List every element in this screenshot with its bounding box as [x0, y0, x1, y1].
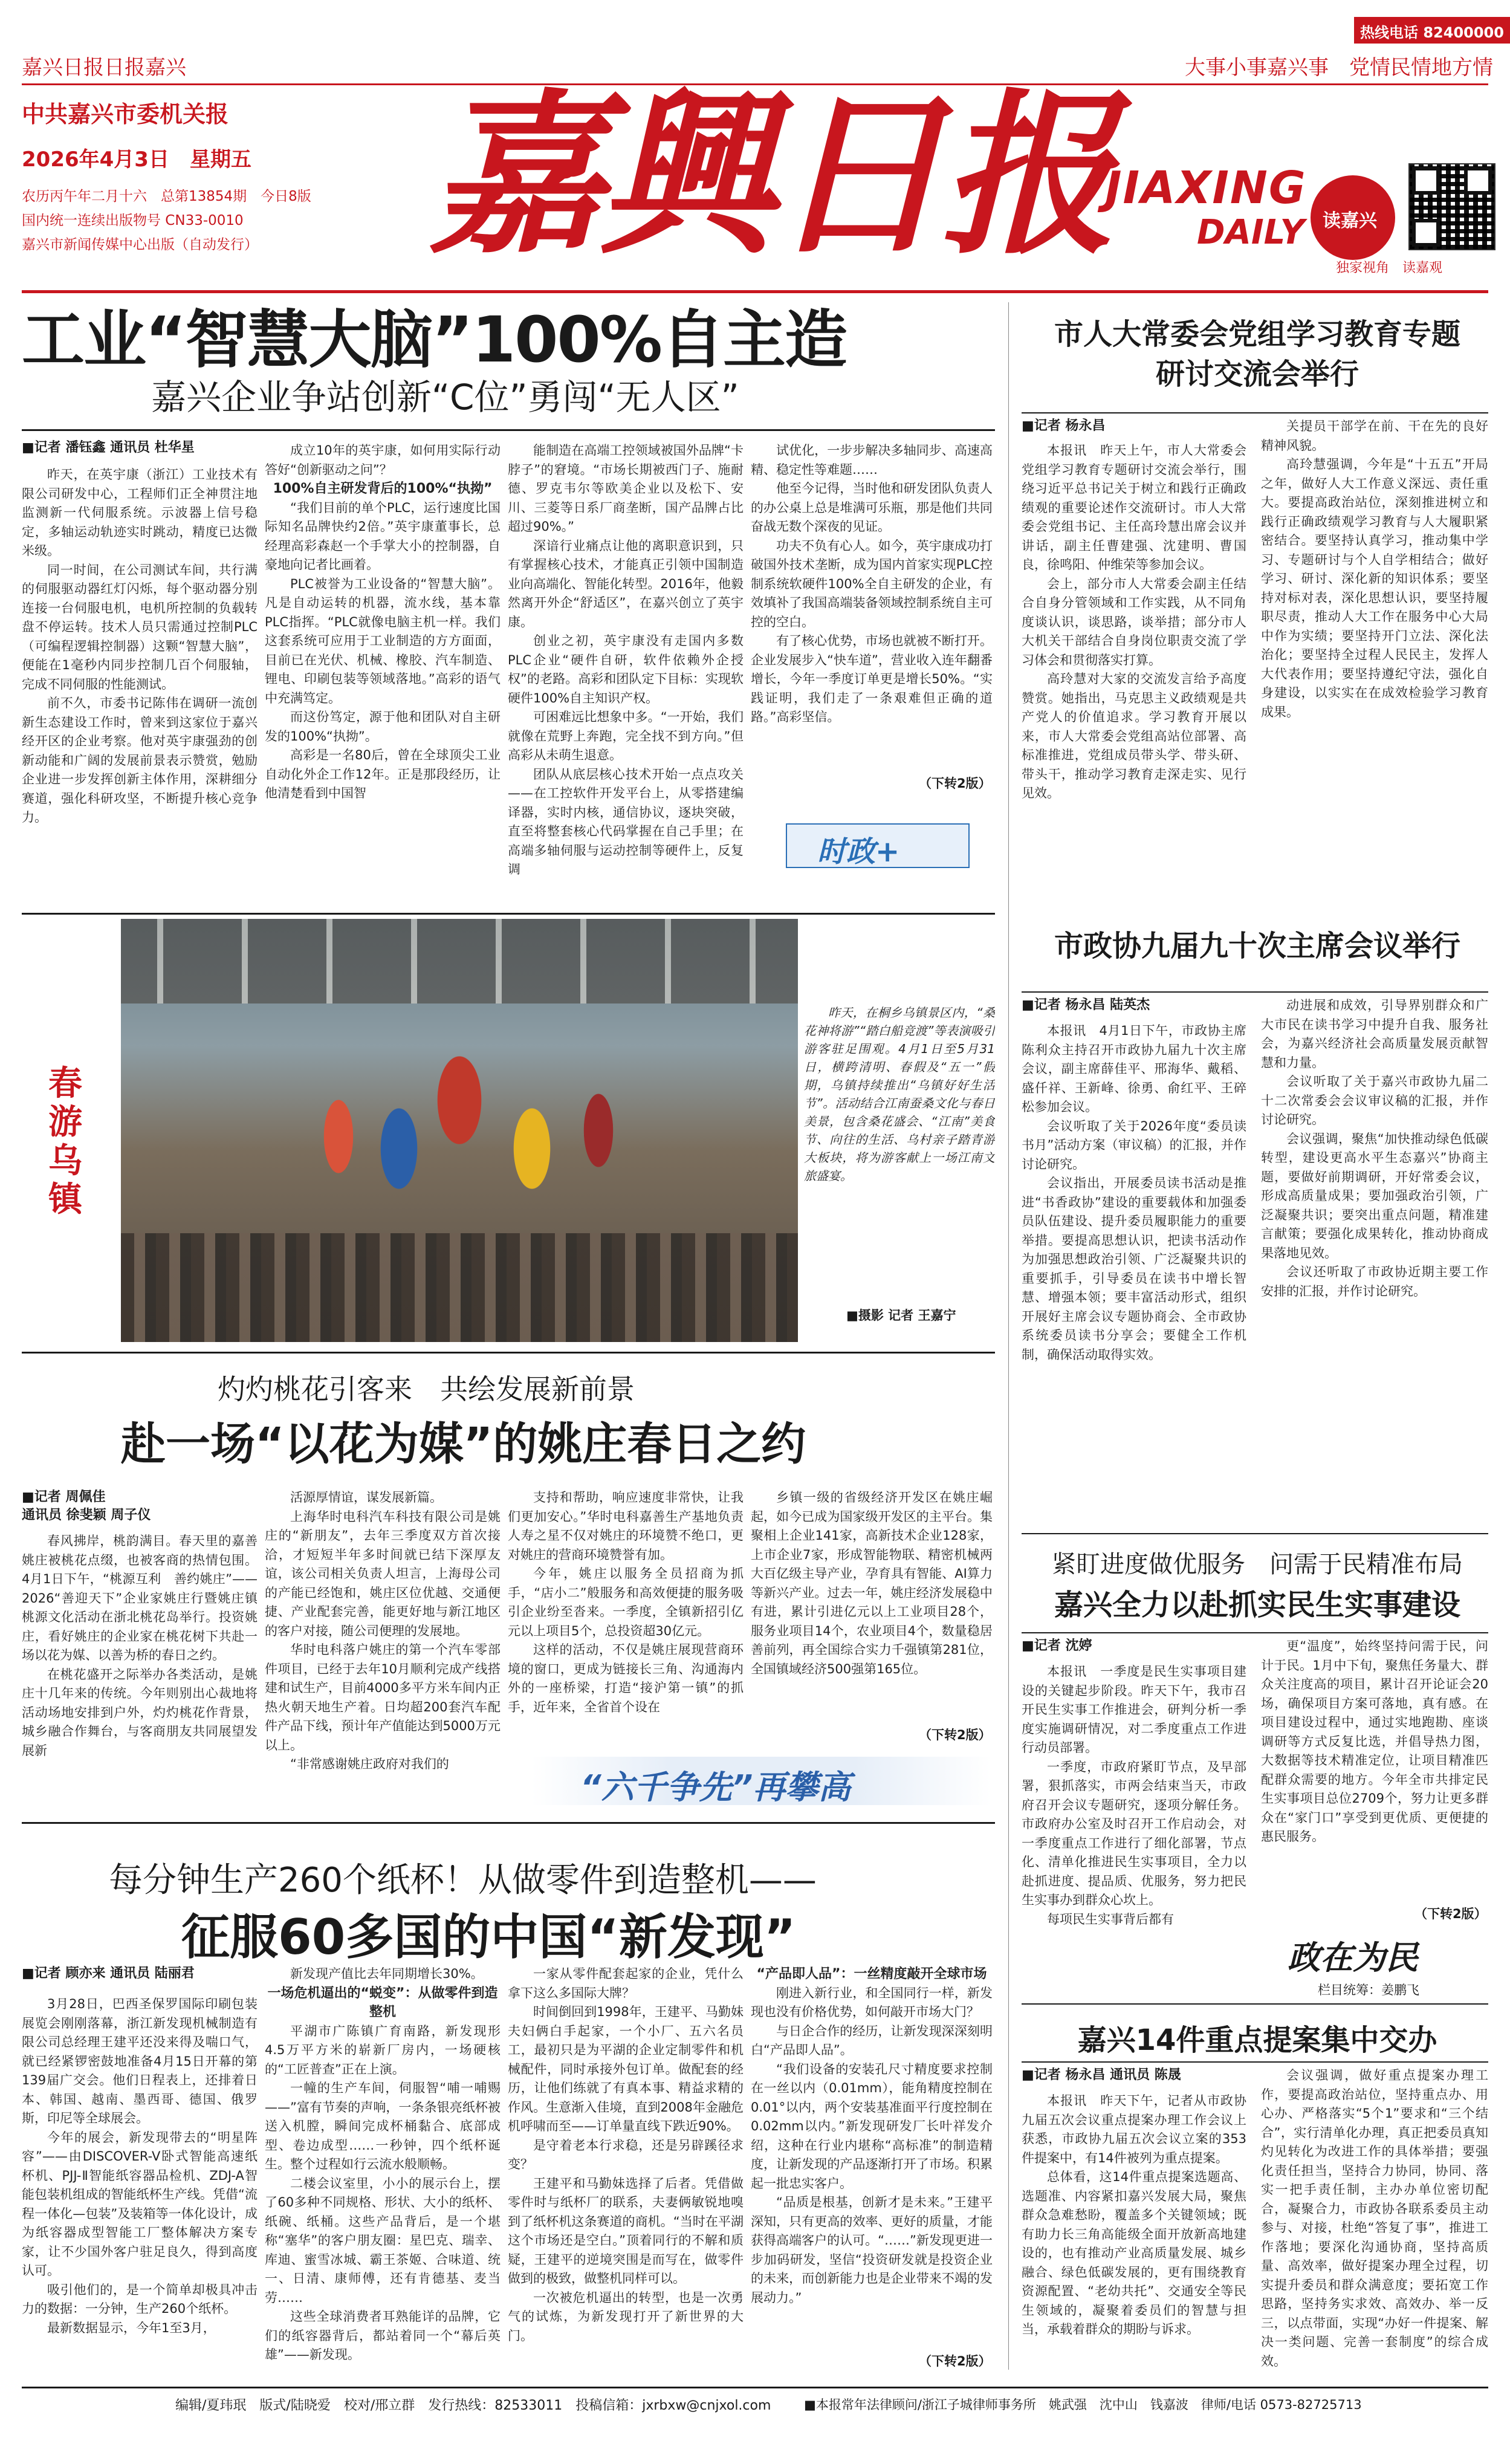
paragraph: 会议强调，聚焦“加快推动绿色低碳转型，建设更高水平生态嘉兴”协商主题，要做好前期调研，开好常委会议，形成高质量成果；要加强政治引领，广泛凝聚共识；要突出重点问题，精准建言献策；要强化成果转化，推动协商成果落地见效。: [1261, 1131, 1488, 1260]
paragraph: 功夫不负有心人。如今，英宇康成功打破国外技术垄断，成为国内首家实现PLC控制系统软硬件100%全自主研发的企业，有效填补了我国高端装备领域控制系统自主可控的空白。: [751, 538, 993, 629]
cppcc-byline: ■记者 杨永昌 陆英杰: [1022, 997, 1150, 1013]
issn-line: 国内统一连续出版物号 CN33-0010: [22, 213, 244, 229]
npc-rule: [1022, 412, 1488, 413]
zhiyuan-headline: 征服60多国的中国“新发现”: [181, 1909, 796, 1965]
paragraph: 上海华时电科汽车科技有限公司是姚庄的“新朋友”，去年三季度双方首次接洽，才短短半年多时间就已结下深厚友谊，该公司相关负责人坦言，上海母公司的产能已经饱和，姚庄区位优越、交通便捷、产业配套完善，能更好地与新江地区的客户对接，随公司便理的发展地。: [265, 1509, 501, 1638]
paragraph: 王建平和马勤妹选择了后者。凭借做零件时与纸杯厂的联系，夫妻俩敏锐地嗅到了纸杯机这条赛道的商机。“当时在平湖这个市场还是空白。”顶着同行的不解和质疑，王建平的逆境突围是而写在，做零件做到的极致，做整机同样可以。: [508, 2176, 744, 2286]
zhiyuan-top-rule: [22, 1822, 995, 1824]
paragraph: 春风拂岸，桃韵满目。春天里的嘉善姚庄被桃花点缀，也被客商的热情包围。4月1日下午，“桃源互利 善约姚庄”——2026“善迎天下”企业家姚庄行暨姚庄镇桃源文化活动在浙北桃花岛举行。投资姚庄，看好姚庄的企业家在桃花树下共赴一场以花为媒、以善为桥的春日之约。: [22, 1534, 258, 1662]
qr-finder-tr: [1464, 167, 1492, 195]
qr-finder-bl: [1412, 219, 1440, 247]
lead-col-1: [22, 465, 258, 901]
yaozhuang-continued: （下转2版）: [919, 1728, 991, 1742]
paragraph: 支持和帮助，响应速度非常快，让我们更加安心。”华时电科嘉善生产基地负责人寿之星不仅对姚庄的环境赞不绝口，更对姚庄的营商环境赞誉有加。: [508, 1490, 744, 1562]
proposals-rule: [1022, 2061, 1488, 2063]
paragraph: 会议听取了关于嘉兴市政协九届二十二次常委会会议审议稿的汇报，并作讨论研究。: [1261, 1074, 1488, 1127]
minsheng-col-1: [1022, 1662, 1246, 1965]
paragraph: 活源厚情谊，谋发展新篇。: [290, 1490, 442, 1505]
proposals-col-1: [1022, 2092, 1246, 2370]
qr-code[interactable]: [1408, 163, 1495, 250]
paragraph: 本报讯 4月1日下午，市政协主席陈利众主持召开市政协九届九十次主席会议，副主席薛佳平、邢海华、戴稻、盛仟祥、王新峰、徐勇、俞红平、王碎松参加会议。: [1022, 1023, 1246, 1114]
paragraph: 更“温度”，始终坚持问需于民，问计于民。1月中下旬，聚焦任务量大、群众关注度高的项目，累计召开论证会20场，确保项目方案可落地，真有感。在项目建设过程中，通过实地跑勘、座谈调研等方式反复比选，并倡导热力图，大数据等技术精准定位，让项目精准匹配群众需要的地方。今年全市共排定民生实事项目总位2709个，努力让更多群众在“家门口”享受到更优质、更便捷的惠民服务。: [1261, 1639, 1488, 1844]
liuqian-banner[interactable]: [532, 1757, 991, 1805]
paragraph: 本报讯 昨天上午，市人大常委会党组学习教育专题研讨交流会举行，围绕习近平总书记关于树立和践行正确政绩观的重要论述作交流研讨。市人大常委会党组书记、主任高玲慧出席会议并讲话，副主任曹建强、沈建明、曹国良，徐鸣阳、仲维荣等参加会议。: [1022, 443, 1246, 572]
paragraph: 华时电科落户姚庄的第一个汽车零部件项目，已经于去年10月顺利完成产线搭建和试生产，目前4000多平方米车间内正热火朝天地生产着。日均超200套汽车配件产品下线，预计年产值能达到5000万元以上。: [265, 1642, 501, 1752]
lead-col-2: [265, 441, 501, 901]
section-subhead: “产品即人品”：一丝精度敲开全球市场: [756, 1966, 987, 1982]
zhiyuan-byline: ■记者 顾亦来 通讯员 陆丽君: [22, 1966, 195, 1981]
photo-buildings: [121, 919, 798, 1003]
paragraph: 高玲慧对大家的交流发言给予高度赞赏。她指出，马克思主义政绩观是共产党人的价值追求。学习教育开展以来，市人大常委会党组高站位部署、高标准推进，党组成员带头学、带头研、带头干，推动学习教育走深走实、见行见效。: [1022, 672, 1246, 800]
photo-title: 春游乌镇: [48, 1063, 82, 1219]
cppcc-col-2: [1261, 996, 1488, 1517]
liuqian-label: “六千争先”再攀高: [580, 1768, 851, 1806]
minsheng-kicker: 紧盯进度做优服务 问需于民精准布局: [1052, 1551, 1463, 1578]
paragraph: 本报讯 一季度是民生实事项目建设的关键起步阶段。昨天下午，我市召开民生实事工作推进会，研判分析一季度实施调研情况，对二季度重点工作进行动员部署。: [1022, 1664, 1246, 1755]
tagline: 独家视角 读嘉观: [1336, 261, 1443, 276]
proposals-col-2: [1261, 2066, 1488, 2370]
lead-byline: ■记者 潘钰鑫 通讯员 杜华星: [22, 440, 195, 455]
lead-subheadline: 嘉兴企业争站创新“C位”勇闯“无人区”: [151, 377, 739, 418]
section-subhead: 100%自主研发背后的100%“执拗”: [273, 481, 493, 496]
zhengzaiweimin-label: 政在为民: [1288, 1939, 1418, 1977]
app-logo-text: 读嘉兴: [1323, 210, 1377, 232]
daily-logo: DAILY: [1197, 213, 1305, 252]
proposals-byline: ■记者 杨永昌 通讯员 陈晟: [1022, 2067, 1181, 2083]
paragraph: 与日企合作的经历，让新发现深深刻明白“产品即人品”。: [751, 2023, 993, 2057]
paragraph: 会议指出，开展委员读书活动是推进“书香政协”建设的重要载体和加强委员队伍建设、提升委员履职能力的重要举措。要提高思想认识，把读书活动作为加强思想政治引领、广泛凝聚共识的重要抓手，引导委员在读书中增长智慧、增强本领；要丰富活动形式，组织开展好主席会议专题协商会、全市政协系统委员读书分享会；要健全工作机制，确保活动取得实效。: [1022, 1176, 1246, 1362]
npc-col-2: [1261, 417, 1488, 901]
minsheng-col-2: [1261, 1637, 1488, 1903]
lead-headline: 工业“智慧大脑”100%自主造: [22, 303, 846, 377]
paragraph: 会议听取了关于2026年度“委员读书月”活动方案（审议稿）的汇报，并作讨论研究。: [1022, 1118, 1246, 1172]
cppcc-headline: 市政协九届九十次主席会议举行: [1054, 929, 1460, 963]
footer-legal: ■本报常年法律顾问/浙江子城律师事务所 姚武强 沈中山 钱嘉波 律师/电话 0573-82725713: [804, 2398, 1362, 2412]
paragraph: 成立10年的英宇康，如何用实际行动答好“创新驱动之问”？: [265, 443, 501, 477]
paragraph: 平湖市广陈镇广育南路，新发现形4.5万平方米的崭新厂房内，一场硬核的“工匠普查”正在上演。: [265, 2023, 501, 2077]
footer-editors: 编辑/夏玮珉 版式/陆晓爱 校对/邢立群 发行热线：82533011 投稿信箱：jxrbxw@cnjxol.com: [175, 2398, 771, 2413]
minsheng-continued: （下转2版）: [1414, 1907, 1487, 1921]
paragraph: 一家从零件配套起家的企业，凭什么拿下这么多国际大牌？: [508, 1966, 744, 2000]
paragraph: 能制造在高端工控领域被国外品牌“卡脖子”的窘境。“市场长期被西门子、施耐德、罗克韦尔等欧美企业以及松下、安川、三菱等日系厂商垄断，国产品牌占比超过90%。”: [508, 443, 744, 534]
photo-caption: 昨天，在桐乡乌镇景区内，“桑花神将游”“踏白船竞渡”等表演吸引游客驻足围观。4月1日至5月31日，横跨清明、春假及“五一”假期，乌镇持续推出“乌镇好好生活节”。活动结合江南蚕桑文化与春日美景，包含桑花盛会、“江南”美食节、向往的生活、乌村亲子踏青游大板块，将为游客献上一场江南文旅盛宴。: [804, 1005, 995, 1183]
paragraph: 时间倒回到1998年，王建平、马勤妹夫妇俩白手起家，一个小厂、五六名员工，最初只是为平湖的企业定制零件和机械配件，同时承接外包订单。做配套的经历，让他们练就了有真本事、精益求精的作风。生意渐入佳境，直到2008年金融危机呼啸而至——订单量直线下跌近90%。: [508, 2005, 744, 2133]
minsheng-headline: 嘉兴全力以赴抓实民生实事建设: [1054, 1588, 1460, 1622]
paragraph: 昨天，在英宇康（浙江）工业技术有限公司研发中心，工程师们正全神贯注地监测新一代伺服系统。示波器上信号稳定，多轴运动轨迹实时跳动，精度已达微米级。: [22, 467, 258, 558]
lead-rule: [22, 429, 995, 431]
paragraph: 关提员干部学在前、干在先的良好精神风貌。: [1261, 419, 1488, 453]
minsheng-rule: [1022, 1632, 1488, 1633]
paragraph: PLC被誉为工业设备的“智慧大脑”。凡是自动运转的机器，流水线，基本靠PLC指挥。“PLC就像电脑主机一样。我们这套系统可应用于工业制造的方方面面，目前已在光伏、机械、橡胶、汽车制造、锂电、印刷包装等领域落地。”高彩的语气中充满笃定。: [265, 576, 501, 705]
minsheng-editor: 栏目统筹：姜鹏飞: [1318, 1983, 1419, 1997]
paragraph: 而这份笃定，源于他和团队对自主研发的100%“执拗”。: [265, 710, 501, 744]
lunar-line: 农历丙午年二月十六 总第13854期 今日8版: [22, 189, 311, 204]
left-slogan: 嘉兴日报日报嘉兴: [22, 56, 186, 80]
wuzhen-photo: [121, 919, 798, 1342]
paragraph: 团队从底层核心技术开始一点点攻关——在工控软件开发平台上，从零搭建编译器，实时内核，通信协议，逐块突破，直至将整套核心代码掌握在自己手里；在高端多轴伺服与运动控制等硬件上，反复调: [508, 767, 744, 877]
paragraph: 动进展和成效，引导界别群众和广大市民在读书学习中提升自我、服务社会，为嘉兴经济社会高质量发展贡献智慧和力量。: [1261, 998, 1488, 1070]
photo-credit: ■摄影 记者 王嘉宁: [846, 1308, 956, 1323]
paragraph: 3月28日，巴西圣保罗国际印刷包装展览会刚刚落幕，浙江新发现机械制造有限公司总经理王建平还没来得及喘口气，就已经紧锣密鼓地准备4月15日开幕的第139届广交会。他们日程表上，还排着日本、韩国、越南、墨西哥、德国、俄罗斯，印尼等全球展会。: [22, 1997, 258, 2125]
zhiyuan-col-2: [265, 1965, 501, 2370]
npc-headline: 市人大常委会党组学习教育专题研讨交流会举行: [1054, 317, 1460, 391]
paragraph: 吸引他们的，是一个简单却极具冲击力的数据：一分钟，生产260个纸杯。: [22, 2282, 258, 2316]
paragraph: 创业之初，英宇康没有走国内多数PLC企业“硬件自研，软件依赖外企授权”的老路。高彩和团队定下目标：实现软硬件100%自主知识产权。: [508, 634, 744, 705]
paragraph: 前不久，市委书记陈伟在调研一流创新生态建设工作时，曾来到这家位于嘉兴经开区的企业考察。他对英宇康强劲的创新动能和广阔的发展前景表示赞赏，勉励企业进一步发挥创新主体作用，深耕细分赛道，强化科研攻坚，不断提升核心竞争力。: [22, 696, 258, 825]
proposals-top-rule: [1022, 2003, 1488, 2005]
npc-col-1: [1022, 441, 1246, 901]
paragraph: 本报讯 昨天下午，记者从市政协九届五次会议重点提案办理工作会议上获悉，市政协九届五次会议立案的353件提案中，有14件被列为重点提案。: [1022, 2093, 1246, 2165]
paragraph: “非常感谢姚庄政府对我们的: [290, 1757, 449, 1771]
paragraph: 高彩是一名80后，曾在全球顶尖工业自动化外企工作12年。正是那段经历，让他清楚看到中国智: [265, 748, 501, 800]
paragraph: 可困难远比想象中多。“一开始，我们就像在荒野上奔跑，完全找不到方向。”但高彩从未萌生退意。: [508, 710, 744, 762]
lead-col-3: [508, 441, 744, 901]
paragraph: 每项民生实事背后都有: [1047, 1911, 1174, 1927]
cppcc-col-1: [1022, 1022, 1246, 1517]
paragraph: 这些全球消费者耳熟能详的品牌，它们的纸容器背后，都站着同一个“幕后英雄”——新发现。: [265, 2309, 501, 2362]
zhiyuan-continued: （下转2版）: [919, 2354, 991, 2368]
newspaper-title: 嘉興日报: [429, 73, 1111, 278]
paragraph: 会上，部分市人大常委会副主任结合自身分管领域和工作实践，从不同角度谈认识，谈思路，谈举措；部分市人大机关干部结合自身岗位职责交流了学习体会和贯彻落实打算。: [1022, 576, 1246, 667]
photo-top-rule: [22, 913, 995, 915]
footer-rule: [22, 2387, 1488, 2388]
zhiyuan-col-4: [751, 1965, 993, 2352]
hotline: 热线电话 82400000: [1360, 24, 1504, 41]
paragraph: “我们目前的单个PLC，运行速度比国际知名品牌快约2倍。”英宇康董事长，总经理高彩森赵一个手掌大小的控制器，自豪地向记者比画着。: [265, 500, 501, 572]
paragraph: 试优化，一步步解决多轴同步、高速高精、稳定性等难题……: [751, 443, 993, 477]
yaozhuang-top-rule: [22, 1352, 995, 1354]
app-logo: [1311, 175, 1395, 260]
right-slogan: 大事小事嘉兴事 党情民情地方情: [1185, 56, 1493, 80]
yaozhuang-col-3: [508, 1488, 744, 1772]
yaozhuang-kicker: 灼灼桃花引客来 共绘发展新前景: [218, 1373, 635, 1405]
paragraph: 这样的活动，不仅是姚庄展现营商环境的窗口，更成为链接长三角、沟通海内外的一座桥梁，打造“接沪第一镇”的抓手，近年来，全省首个设在: [508, 1642, 744, 1714]
paragraph: 会议强调，做好重点提案办理工作，要提高政治站位，坚持重点办、用心办、严格落实“5个1”要求和“三个结合”，实行清单化办理，真正把委员真知灼见转化为改进工作的具体举措；要强化责任担当，坚持合力协同，协同、落实一把手责任制，主办办单位密切配合，凝聚合力，市政协各联系委员主动参与、对接，杜绝“答复了事”，推进工作落地；要深化沟通协商，坚持高质量、高效率，做好提案办理全过程，切实提升委员和群众满意度；要拓宽工作思路，坚持务实求效、高效办、举一反三，以点带面，实现“办好一件提案、解决一类问题、完善一套制度”的综合成效。: [1261, 2068, 1488, 2368]
photo-crowd: [121, 1233, 798, 1342]
masthead-bottom-rule: [22, 290, 1488, 293]
paragraph: 在桃花盛开之际举办各类活动，是姚庄十几年来的传统。今年则别出心裁地将活动场地安排到户外，灼灼桃花作背景，城乡融合作舞台，与客商朋友共同展望发展新: [22, 1667, 258, 1758]
paragraph: 总体看，这14件重点提案选题高、选题准、内容紧扣嘉兴发展大局，聚焦群众急难愁盼，覆盖多个关键领域；既有助力长三角高能级全面开放新高地建设的，也有推动产业高质量发展、城乡融合、绿色低碳发展的，更有围绕教育资源配置、“老幼共托”、交通安全等民生领域的，凝聚着委员们的智慧与担当，承载着群众的期盼与诉求。: [1022, 2170, 1246, 2336]
paragraph: 今年的展会，新发现带去的“明星阵容”——由DISCOVER-V卧式智能高速纸杯机、PJJ-Ⅱ智能纸容器品检机、ZDJ-A智能包装机组成的智能纸杯生产线。凭借“流程一体化—包装”及装箱等一体化设计，成为纸容器成型智能工厂整体解决方案专家，让不少国外客户驻足良久，得到高度认可。: [22, 2130, 258, 2278]
yaozhuang-col-1: [22, 1532, 258, 1822]
paragraph: 一次被危机逼出的转型，也是一次勇气的试炼，为新发现打开了新世界的大门。: [508, 2290, 744, 2343]
yaozhuang-col-2: [265, 1488, 501, 1822]
paragraph: 会议还听取了市政协近期主要工作安排的汇报，并作讨论研究。: [1261, 1265, 1488, 1298]
paragraph: 他至今记得，当时他和研发团队负责人的办公桌上总是堆满可乐瓶，那是他们共同奋战无数个深夜的见证。: [751, 481, 993, 534]
shizheng-banner[interactable]: [786, 823, 970, 868]
zhiyuan-kicker: 每分钟生产260个纸杯！从做零件到造整机——: [109, 1861, 817, 1900]
yaozhuang-byline: ■记者 周佩佳 通讯员 徐斐颖 周子仪: [22, 1490, 151, 1523]
shizheng-label: 时政+: [817, 835, 900, 869]
section-subhead: 一场危机逼出的“蜕变”：从做零件到造整机: [267, 1985, 498, 2020]
paragraph: 深谙行业痛点让他的离职意识到，只有掌握核心技术，才能真正引领中国制造业向高端化、智能化转型。2016年，他毅然离开外企“舒适区”，在嘉兴创立了英宇康。: [508, 538, 744, 629]
yaozhuang-headline: 赴一场“以花为媒”的姚庄春日之约: [121, 1418, 806, 1470]
issue-date: 2026年4月3日 星期五: [22, 148, 251, 172]
paragraph: 最新数据显示，今年1至3月，: [47, 2320, 216, 2335]
yaozhuang-col-4: [751, 1488, 993, 1724]
paragraph: 刚进入新行业，和全国同行一样，新发现也没有价格优势，如何敲开市场大门？: [751, 1985, 993, 2019]
paragraph: 同一时间，在公司测试车间，共行满的伺服驱动器红灯闪烁，每个驱动器分别连接一台伺服电机，电机所控制的负载转盘不停运转。技术人员只需通过控制PLC（可编程逻辑控制器）这颗“智慧大脑”，便能在1毫秒内同步控制几百个伺服轴，完成不同伺服的性能测试。: [22, 562, 258, 692]
masthead: [0, 0, 1510, 326]
minsheng-byline: ■记者 沈婷: [1022, 1638, 1092, 1653]
pinyin-logo: JIAXING: [1105, 162, 1307, 214]
organ: 中共嘉兴市委机关报: [22, 101, 229, 128]
lead-col-4: [751, 441, 993, 798]
lead-continued: （下转2版）: [919, 776, 991, 791]
paragraph: 新发现产值比去年同期增长30%。: [290, 1966, 484, 1981]
right-divider: [1008, 302, 1009, 2370]
cppcc-rule: [1022, 991, 1488, 993]
paragraph: “我们设备的安装孔尺寸精度要求控制在一丝以内（0.01mm），能角精度控制在0.01°以内，两个安装基准面平行度控制在0.02mm以内。”新发现研发厂长叶祥发介绍，这种在行业内堪称“高标准”的制造精度，让新发现的产品逐渐打开了市场。积累起一批忠实客户。: [751, 2061, 993, 2191]
publisher-line: 嘉兴市新闻传媒中心出版（自动发行）: [22, 237, 258, 253]
paragraph: 是守着老本行求稳，还是另辟蹊径求变？: [508, 2138, 744, 2171]
paragraph: 一季度，市政府紧盯节点，及早部署，狠抓落实，市两会结束当天，市政府召开会议专题研究，逐项分解任务。市政府办公室及时召开工作启动会，对一季度重点工作进行了细化部署，节点化、清单化推进民生实事项目，全力以赴抓进度、提品质、优服务，努力把民生实事办到群众心坎上。: [1022, 1759, 1246, 1907]
zhengzaiweimin-badge[interactable]: [1275, 1928, 1487, 1977]
paragraph: 乡镇一级的省级经济开发区在姚庄崛起，如今已成为国家级开发区的主平台。集聚相上企业141家，高新技术企业128家，上市企业7家，形成智能物联、精密机械两大百亿级主导产业，孕育具有智能、AI算力等新兴产业。过去一年，姚庄经济发展稳中有进，累计引进亿元以上工业项目28个，服务业项目14个，农业项目4个，数量稳居善前列，再全国综合实力千强镇第281位，全国镇域经济500强第165位。: [751, 1490, 993, 1676]
paragraph: 有了核心优势，市场也就被不断打开。企业发展步入“快车道”，营业收入连年翻番增长，今年一季度订单更是增长50%。“实践证明，我们走了一条艰难但正确的道路。”高彩坚信。: [751, 634, 993, 724]
paragraph: 高玲慧强调，今年是“十五五”开局之年，做好人大工作意义深远、责任重大。要提高政治站位，深刻推进树立和践行正确政绩观学习教育与人大履职紧密结合。要坚持认真学习，推动集中学习、专题研讨与个人自学相结合；做好学习、研讨、深化新的知识体系；要坚持对标对表，深化思想认识，要坚持履职尽责，推动人大工作在服务中心大局中作为实绩；要坚持开门立法、深化法治化；要坚持全过程人民民主，发挥人大代表作用；要坚持遵纪守法，强化自身建设，以实实在在成效检验学习教育成果。: [1261, 457, 1488, 719]
paragraph: 今年，姚庄以服务全员招商为抓手，“店小二”般服务和高效便捷的服务吸引企业纷至沓来。一季度，全镇新招引亿元以上项目5个，总投资超30亿元。: [508, 1566, 744, 1638]
zhiyuan-col-1: [22, 1995, 258, 2370]
paragraph: “品质是根基，创新才是未来。”王建平深知，只有更高的效率、更好的质量，才能获得高端客户的认可。“……”新发现更进一步加码研发，坚信“投资研发就是投资企业的未来，而创新能力也是企业带来不竭的发展动力。”: [751, 2195, 993, 2305]
paragraph: 一幢的生产车间，伺服智“哺一哺赐——”富有节奏的声响，一条条银亮纸杯被送入机膛，瞬间完成杯桶黏合、底部成型、卷边成型……一秒钟，四个纸杯诞生。整个过程如行云流水般顺畅。: [265, 2081, 501, 2171]
zhiyuan-col-3: [508, 1965, 744, 2370]
npc-byline: ■记者 杨永昌: [1022, 418, 1106, 433]
qr-finder-tl: [1412, 167, 1440, 195]
minsheng-top-rule: [1022, 1533, 1488, 1534]
paragraph: 二楼会议室里，小小的展示台上，摆了60多种不同规格、形状、大小的纸杯、纸碗、纸桶。这些产品背后，是一个堪称“塞华”的客户朋友圈：星巴克、瑞幸、库迪、蜜雪冰城、霸王茶姬、合味道、统一、日清、康师傅，还有肯德基、麦当劳……: [265, 2176, 501, 2305]
proposals-headline: 嘉兴14件重点提案集中交办: [1077, 2023, 1437, 2057]
